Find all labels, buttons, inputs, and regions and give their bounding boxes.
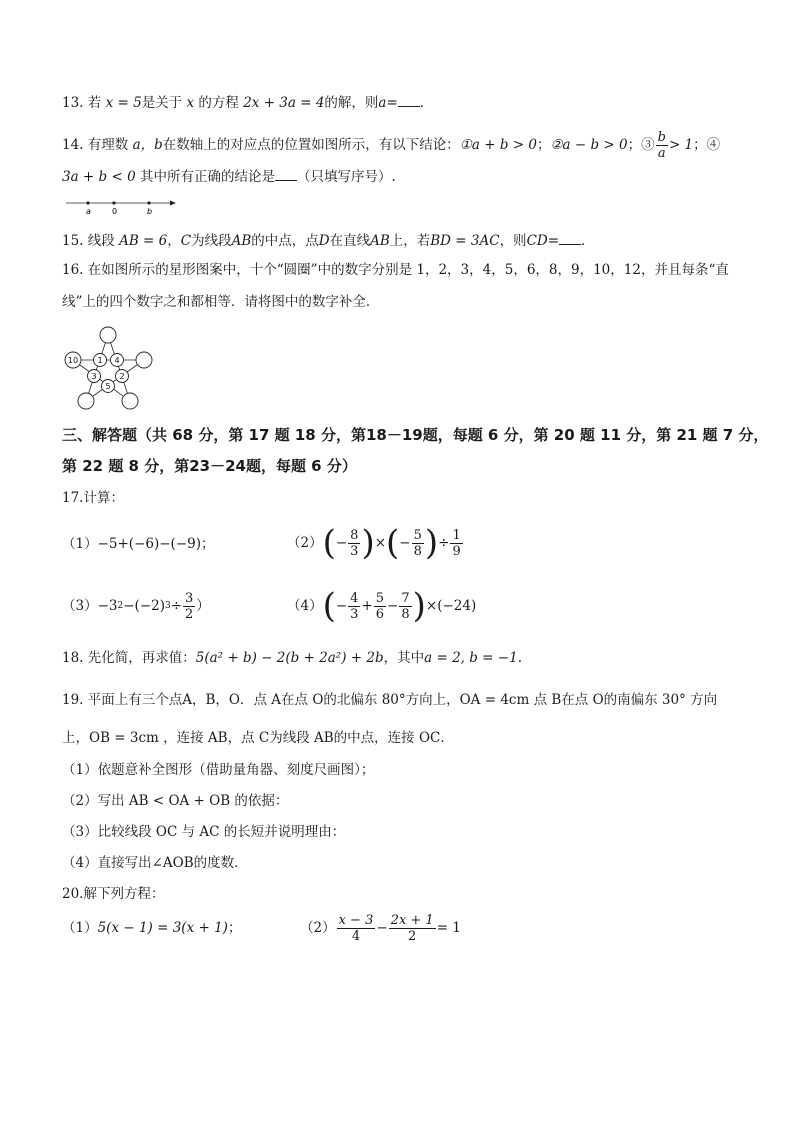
question-19-sub-4: （4）直接写出∠AOB的度数． [62,855,248,871]
question-16-line-2: 线”上的四个数字之和都相等．请将图中的数字补全． [62,294,380,310]
question-16-line-1: 16. 在如图所示的星形图案中，十个“圆圈”中的数字分别是 1，2，3，4，5，6，8，9，10，12，并且每条“直 [62,262,729,278]
q17-part-2: （2） ( − $\frac{8}{3}$ ) × ( − $\frac{5}{8}$ ) ÷ $\frac{1}{9}$ [287,523,461,563]
circle-bottom-right [122,393,138,409]
q17-part-3: （3） −3 2 −(−2) 3 ÷ $\frac{3}{2}$ ） [62,590,210,622]
question-17-title: 17.计算： [62,490,124,506]
question-13: 13. 若 x = 5是关于 x 的方程 2x + 3a = 4的解，则a= ． [62,92,433,113]
q20-part-1: （1）5(x − 1) = 3(x + 1)； [62,920,242,936]
circle-bottom-left [78,393,94,409]
star-diagram [60,322,160,417]
answer-blank [398,92,420,107]
number-10: 10 [67,356,79,365]
answer-blank [559,230,581,245]
question-19-sub-1: （1）依题意补全图形（借助量角器、刻度尺画图）； [62,762,375,778]
question-19-sub-3: （3）比较线段 OC 与 AC 的长短并说明理由： [62,824,346,840]
section-heading-line-1: 三、解答题（共 68 分，第 17 题 18 分，第18－19题，每题 6 分，第 20 题 11 分，第 21 题 7 分， [62,426,769,444]
number-1: 1 [97,356,103,365]
number-4: 4 [114,356,120,365]
fraction-b-over-a: $\frac{b}{a}$ [657,130,666,161]
label-a: a [86,207,91,216]
circle-top [100,327,116,343]
number-5: 5 [105,382,111,391]
question-20-title: 20.解下列方程： [62,886,165,902]
point-b [147,201,150,204]
number-2: 2 [119,372,125,381]
point-a [86,201,89,204]
section-heading-line-2: 第 22 题 8 分，第23－24题，每题 6 分） [62,457,357,475]
question-14-line-1: 14. 有理数 a，b在数轴上的对应点的位置如图所示，有以下结论：①a + b > 0；②a − b > 0；③ $\frac{b}{a}$ > 1；④ [62,130,721,161]
question-15: 15. 线段 AB = 6，C为线段AB的中点，点D在直线AB上，若BD = 3AC，则CD= ． [62,230,595,251]
point-0 [112,201,115,204]
question-19-line-1: 19. 平面上有三个点A，B，O．点 A在点 O的北偏东 80°方向上，OA = 4cm 点 B在点 O的南偏东 30° 方向 [62,692,718,708]
number-3: 3 [91,372,97,381]
question-19-line-2: 上，OB = 3cm ，连接 AB，点 C为线段 AB的中点，连接 OC． [62,730,454,746]
question-18: 18. 先化简，再求值：5(a² + b) − 2(b + 2a²) + 2b，其中a = 2, b = −1. [62,650,522,666]
q17-part-4: （4） ( − $\frac{4}{3}$ + $\frac{5}{6}$ − $\frac{7}{8}$ ) ×(−24) [287,586,477,626]
label-b: b [147,207,153,216]
question-14-line-2: 3a + b < 0 其中所有正确的结论是 （只填写序号）. [62,166,396,187]
label-0: 0 [112,207,118,216]
number-line [66,196,176,220]
q20-part-2: （2） $\frac{x - 3}{4}$ − $\frac{2x + 1}{2}$ = 1 [300,912,461,944]
q17-part-1: （1）−5+(−6)−(−9)； [62,536,215,552]
answer-blank [275,166,297,181]
question-19-sub-2: （2）写出 AB < OA + OB 的依据： [62,793,289,809]
circle-right [136,352,152,368]
